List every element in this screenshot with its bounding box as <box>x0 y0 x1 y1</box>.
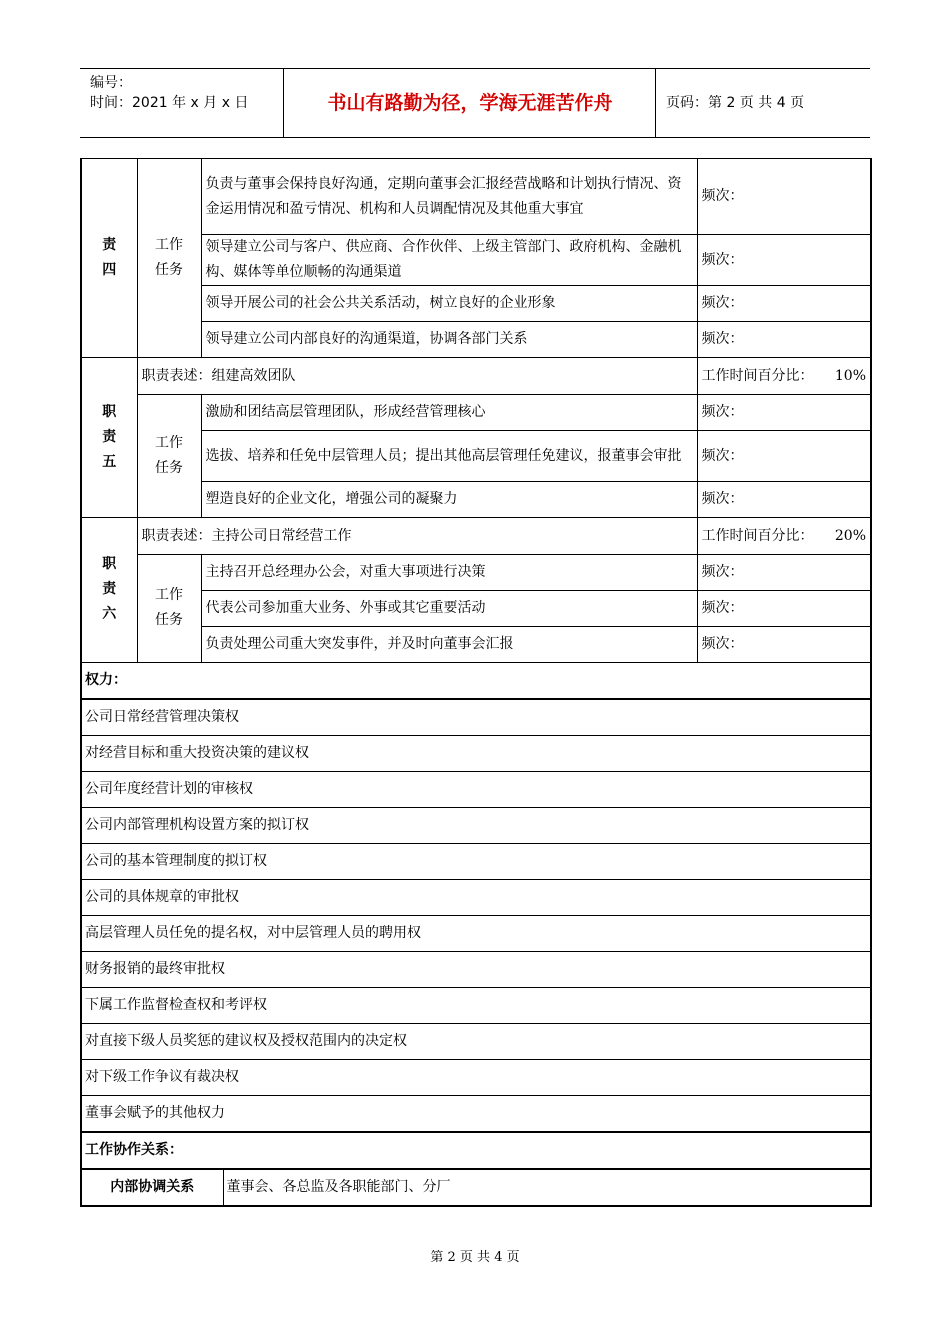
time-percentage-label: 工作时间百分比： <box>701 367 814 384</box>
power-item: 对直接下级人员奖惩的建议权及授权范围内的决定权 <box>81 1024 871 1060</box>
duty-5-task-label: 工作 任务 <box>137 395 201 518</box>
time-percentage-value: 10% <box>834 367 866 384</box>
task-frequency: 频次： <box>697 395 871 431</box>
document-header <box>80 68 870 138</box>
duty-5-title: 职 责 五 <box>81 358 137 518</box>
internal-coordination-value: 董事会、各总监及各职能部门、分厂 <box>223 1169 871 1206</box>
task-frequency: 频次： <box>697 159 871 235</box>
powers-table <box>80 662 872 1207</box>
duty-6-time-percentage <box>697 518 871 555</box>
duty-6-task-label: 工作 任务 <box>137 555 201 663</box>
task-text: 主持召开总经理办公会，对重大事项进行决策 <box>201 555 697 591</box>
duty-4-title: 责 四 <box>81 159 137 358</box>
task-text: 选拔、培养和任免中层管理人员；提出其他高层管理任免建议，报董事会审批 <box>201 431 697 482</box>
time-label: 时间：2021 年 x 月 x 日 <box>90 95 249 111</box>
task-text: 代表公司参加重大业务、外事或其它重要活动 <box>201 591 697 627</box>
task-text: 负责处理公司重大突发事件，并及时向董事会汇报 <box>201 627 697 663</box>
header-divider <box>655 69 656 137</box>
time-percentage-value: 20% <box>834 527 866 544</box>
time-percentage-label: 工作时间百分比： <box>701 527 814 544</box>
task-frequency: 频次： <box>697 286 871 322</box>
task-text: 激励和团结高层管理团队，形成经营管理核心 <box>201 395 697 431</box>
power-item: 公司日常经营管理决策权 <box>81 699 871 736</box>
power-item: 公司内部管理机构设置方案的拟订权 <box>81 808 871 844</box>
serial-label: 编号： <box>90 75 132 91</box>
power-item: 公司年度经营计划的审核权 <box>81 772 871 808</box>
duty-6-title: 职 责 六 <box>81 518 137 663</box>
header-meta <box>90 73 248 113</box>
cooperation-heading: 工作协作关系： <box>81 1132 871 1169</box>
task-text: 塑造良好的企业文化，增强公司的凝聚力 <box>201 482 697 518</box>
power-item: 公司的基本管理制度的拟订权 <box>81 844 871 880</box>
task-frequency: 频次： <box>697 322 871 358</box>
task-frequency: 频次： <box>697 627 871 663</box>
duty-4-task-label: 工作 任务 <box>137 159 201 358</box>
power-item: 对经营目标和重大投资决策的建议权 <box>81 736 871 772</box>
power-item: 高层管理人员任免的提名权，对中层管理人员的聘用权 <box>81 916 871 952</box>
duty-6-statement: 职责表述：主持公司日常经营工作 <box>137 518 697 555</box>
internal-coordination-label: 内部协调关系 <box>81 1169 223 1206</box>
task-frequency: 频次： <box>697 591 871 627</box>
duty-5-time-percentage <box>697 358 871 395</box>
powers-heading: 权力： <box>81 663 871 700</box>
header-page-info: 页码：第 2 页 共 4 页 <box>666 95 805 111</box>
task-frequency: 频次： <box>697 482 871 518</box>
task-frequency: 频次： <box>697 235 871 286</box>
header-motto: 书山有路勤为径，学海无涯苦作舟 <box>327 92 613 114</box>
power-item: 对下级工作争议有裁决权 <box>81 1060 871 1096</box>
duty-5-statement: 职责表述：组建高效团队 <box>137 358 697 395</box>
duties-table <box>80 158 872 664</box>
power-item: 董事会赋予的其他权力 <box>81 1096 871 1133</box>
task-text: 领导开展公司的社会公共关系活动，树立良好的企业形象 <box>201 286 697 322</box>
task-frequency: 频次： <box>697 555 871 591</box>
power-item: 财务报销的最终审批权 <box>81 952 871 988</box>
task-frequency: 频次： <box>697 431 871 482</box>
task-text: 领导建立公司内部良好的沟通渠道，协调各部门关系 <box>201 322 697 358</box>
power-item: 下属工作监督检查权和考评权 <box>81 988 871 1024</box>
page-footer: 第 2 页 共 4 页 <box>430 1250 520 1265</box>
task-text: 领导建立公司与客户、供应商、合作伙伴、上级主管部门、政府机构、金融机构、媒体等单位顺畅的沟通渠道 <box>201 235 697 286</box>
task-text: 负责与董事会保持良好沟通，定期向董事会汇报经营战略和计划执行情况、资金运用情况和盈亏情况、机构和人员调配情况及其他重大事宜 <box>201 159 697 235</box>
power-item: 公司的具体规章的审批权 <box>81 880 871 916</box>
